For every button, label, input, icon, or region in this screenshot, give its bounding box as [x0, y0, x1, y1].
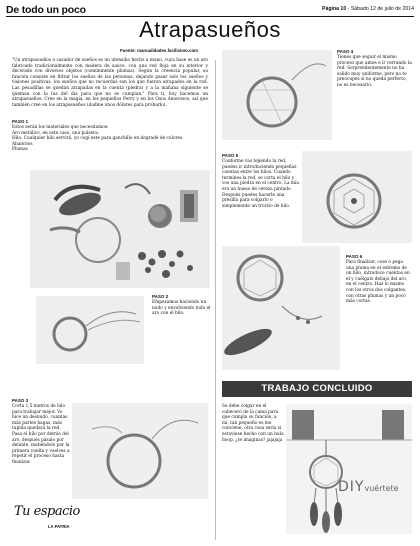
paso1-line: Aro metálico, en este caso, una pulsera.: [12, 130, 100, 136]
paso3-photo: [72, 403, 208, 499]
paso4-text: Tienes que seguir el mismo proceso que antes e ir cerrando la red. Sorprendentemente no ha salido muy uniforme, pero no te preocupes si no queda perfecto, no es necesario.: [337, 55, 412, 88]
paso5-label: PASO 5: [222, 153, 239, 158]
paso6-label: PASO 6: [346, 254, 363, 259]
page-number: Página 10: [321, 6, 347, 12]
paso3-text: Corta 1,5 metros de hilo para trabajar mejor. Vo hice un desnudo, cuantas más partes hagas, más tupida quedará la red. Pasa el hilo por detrás del aro, después pásalo por delante, metiéndolo por la primera vuelta y vuelves a repetir el proceso hasta finalizar.: [12, 404, 70, 465]
section-title: De todo un poco: [6, 4, 86, 16]
paso1-line: Hilo. Cualquier hilo servirá, yo cogí este para ganchillo en degradé de colores.: [12, 136, 184, 142]
paso2-text: Empezamos haciendo un nudo y envolviendo todo el aro con el hilo.: [152, 300, 211, 317]
paso5-photo: [302, 151, 412, 243]
diy-main: DIY: [338, 479, 365, 495]
page-info: [322, 6, 414, 12]
paso2-label: PASO 2: [152, 294, 169, 299]
paso2-photo: [36, 296, 144, 364]
paso5-illustration: [302, 151, 412, 243]
intro-paragraph: "Un atrapasueños o cazador de sueños es un utensilio hecho a mano, cuya base es un aro fabricado tradicionalmente con madera de sauce, con una red floja en su interior y decorado con diversos objetos (comúnmente plumas). Según la creencia popular, su función consiste en filtrar los sueños de las personas, dejando pasar solo los sueños y visiones positivas, los sueños que no recuerdas son los que fueron atrapados en la red. Las pesadillas se quedan atrapadas en la cuenta (piedra) y a la mañana siguiente se queman con la luz del día para que no se cumplan." Para ti, hoy hacemos un atrapasueños. Cree en la magia, en los pequeños Perry y en los Osos Amorosos, así que también cree en los atrapasueños (dadme unos dólares para probarlo).: [12, 58, 208, 108]
paso2-illustration: [36, 296, 144, 364]
diy-logo: [338, 479, 399, 495]
paso3-illustration: [72, 403, 208, 499]
paso1-line: Plumas: [12, 147, 28, 153]
paso1-text: [12, 125, 208, 153]
paso6-illustration: [222, 246, 340, 370]
paso1-line: Estos serán los materiales que necesitamos:: [12, 125, 109, 130]
article-title: Atrapasueños: [139, 17, 281, 42]
paso4-illustration: [222, 50, 332, 140]
final-illustration: [286, 404, 412, 534]
paso3-label: PASO 3: [12, 398, 29, 403]
column-divider: [215, 60, 216, 540]
diy-sub: vuértete: [364, 484, 399, 493]
final-photo: [286, 404, 412, 534]
materials-photo: [30, 170, 210, 288]
logo-main: Tu espacio: [14, 504, 80, 519]
logo-sub: LA PATRIA: [48, 524, 70, 529]
paso5-text: Conforme vas tejiendo la red, puedes ir introduciendo pequeñas cuentas entre los hilos. Cuando termines la red, se corta el hilo y vos una piedra en el centro. La mía era un hueso de cereza pintado. Después puedes hacerle una presilla para colgarlo o simplemente un trocito de hilo.: [222, 159, 299, 209]
paso4-photo: [222, 50, 332, 140]
paso1-label: PASO 1: [12, 119, 29, 124]
tu-espacio-logo: [14, 502, 88, 536]
final-banner: TRABAJO CONCLUIDO: [222, 381, 412, 397]
paso1-line: Abalorios: [12, 141, 33, 147]
final-text: Se debe colgar en el cabecero de la cama para que cumpla su función, a mí, tan pequeño es me conviene, otra cosa sería si estuviese hecho con un hula hoop, ¿te imaginas? jajajaja: [222, 404, 284, 443]
paso4-label: PASO 4: [337, 49, 354, 54]
paso6-photo: [222, 246, 340, 370]
materials-illustration: [30, 170, 210, 288]
source-credit: Fuente: manualidades.facilisimo.com: [120, 48, 199, 53]
issue-date: - Sábado 12 de julio de 2014: [346, 6, 414, 12]
paso6-text: Para finalizar, cose o pega una pluma en el extremo de un hilo, introduce cuentas en el y cuélgalo debajo del aro, en el centro. Haz lo mismo con los otros dos colgantes, con otras plumas y un poco más cortas.: [346, 260, 410, 305]
